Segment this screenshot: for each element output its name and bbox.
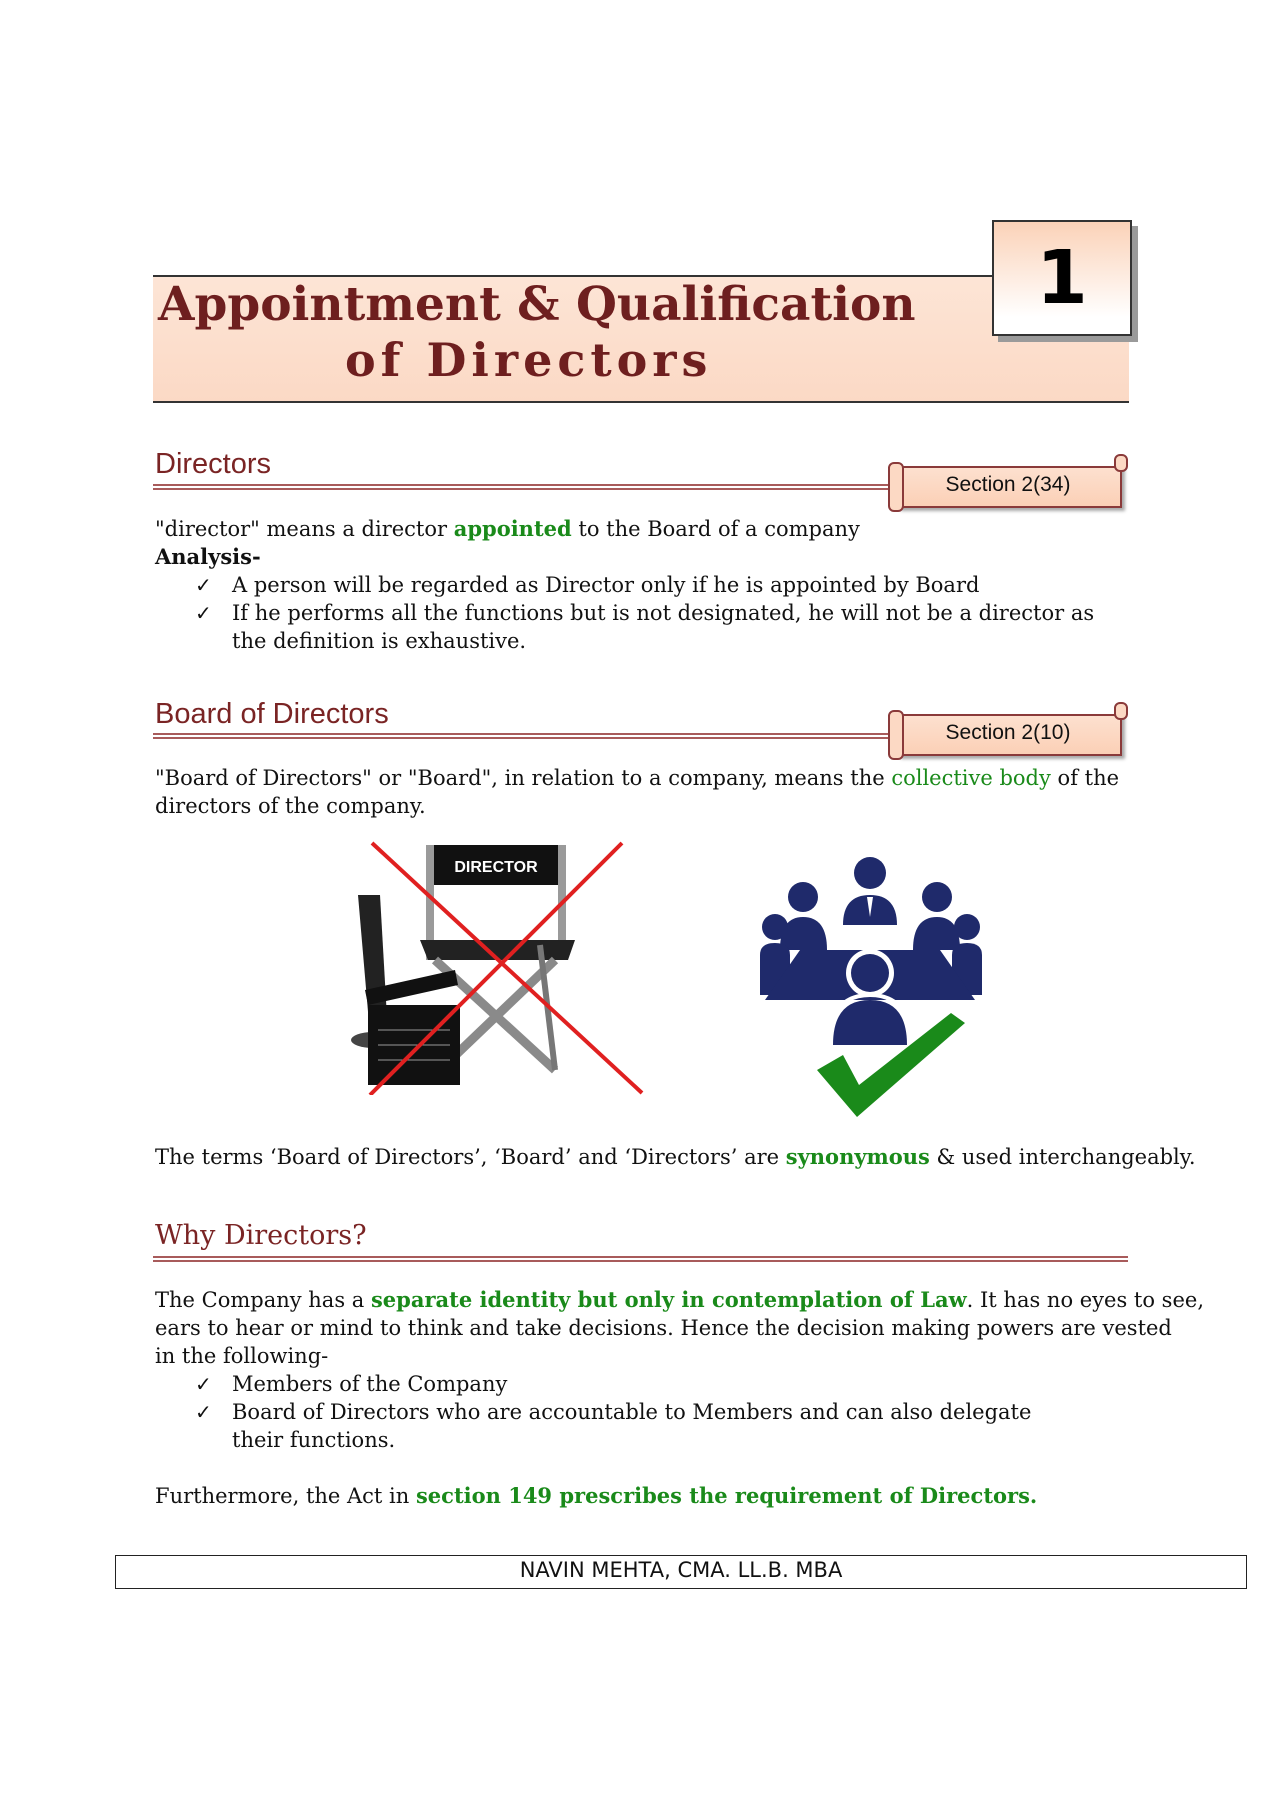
- footer-author: NAVIN MEHTA, CMA. LL.B. MBA: [519, 1558, 843, 1582]
- section-tag-label: Section 2(10): [945, 721, 1071, 744]
- list-item-continuation: the definition is exhaustive.: [232, 629, 527, 653]
- why-para-line2: ears to hear or mind to think and take decisions. Hence the decision making powers are vested: [155, 1316, 1172, 1340]
- section-rule: [153, 484, 893, 490]
- chapter-number-box: [992, 220, 1132, 336]
- board-meeting-check-icon: [755, 855, 985, 1120]
- section-heading-board: Board of Directors: [155, 698, 389, 730]
- why-para-line1: The Company has a separate identity but only in contemplation of Law. It has no eyes to see,: [155, 1287, 1204, 1312]
- section-rule: [153, 733, 893, 739]
- section-rule: [153, 1256, 1128, 1262]
- synonym-line: The terms ‘Board of Directors’, ‘Board’ and ‘Directors’ are synonymous & used interchangeably.: [155, 1144, 1196, 1169]
- why-para-line3: in the following-: [155, 1344, 329, 1368]
- section-tag-label: Section 2(34): [945, 473, 1071, 496]
- list-item: If he performs all the functions but is not designated, he will not be a director as: [232, 601, 1095, 625]
- closing-line: Furthermore, the Act in section 149 prescribes the requirement of Directors.: [155, 1483, 1038, 1508]
- list-item: Board of Directors who are accountable to Members and can also delegate: [232, 1400, 1032, 1424]
- chapter-number: 1: [1036, 235, 1088, 321]
- list-item: A person will be regarded as Director only if he is appointed by Board: [232, 573, 980, 597]
- director-chair-crossed-icon: [340, 835, 660, 1095]
- highlight-separate-identity: separate identity but only in contemplation of Law: [370, 1287, 967, 1312]
- checkmark-icon: ✓: [195, 601, 212, 625]
- section-tag-scroll: [888, 460, 1128, 504]
- chair-banner-label: DIRECTOR: [454, 859, 538, 876]
- chapter-title-line2: of Directors: [345, 333, 713, 387]
- list-item-continuation: their functions.: [232, 1428, 396, 1452]
- checkmark-icon: ✓: [195, 1400, 212, 1424]
- section-heading-directors: Directors: [155, 448, 272, 480]
- analysis-label: Analysis-: [155, 544, 261, 569]
- section-tag-scroll: [888, 708, 1128, 752]
- section-heading-why-directors: Why Directors?: [155, 1220, 367, 1251]
- checkmark-icon: ✓: [195, 1372, 212, 1396]
- highlight-synonymous: synonymous: [785, 1144, 930, 1169]
- footer-box: [115, 1555, 1247, 1589]
- board-definition-line2: directors of the company.: [155, 794, 426, 818]
- highlight-appointed: appointed: [453, 516, 572, 541]
- checkmark-icon: ✓: [195, 573, 212, 597]
- board-definition: "Board of Directors" or "Board", in relation to a company, means the collective body of the: [155, 766, 1120, 790]
- chapter-title-line1: Appointment & Qualification: [158, 277, 916, 332]
- list-item: Members of the Company: [232, 1372, 508, 1396]
- director-definition: "director" means a director appointed to the Board of a company: [155, 516, 860, 541]
- highlight-section-149: section 149 prescribes the requirement of Directors.: [415, 1483, 1038, 1508]
- highlight-collective-body: collective body: [891, 766, 1051, 790]
